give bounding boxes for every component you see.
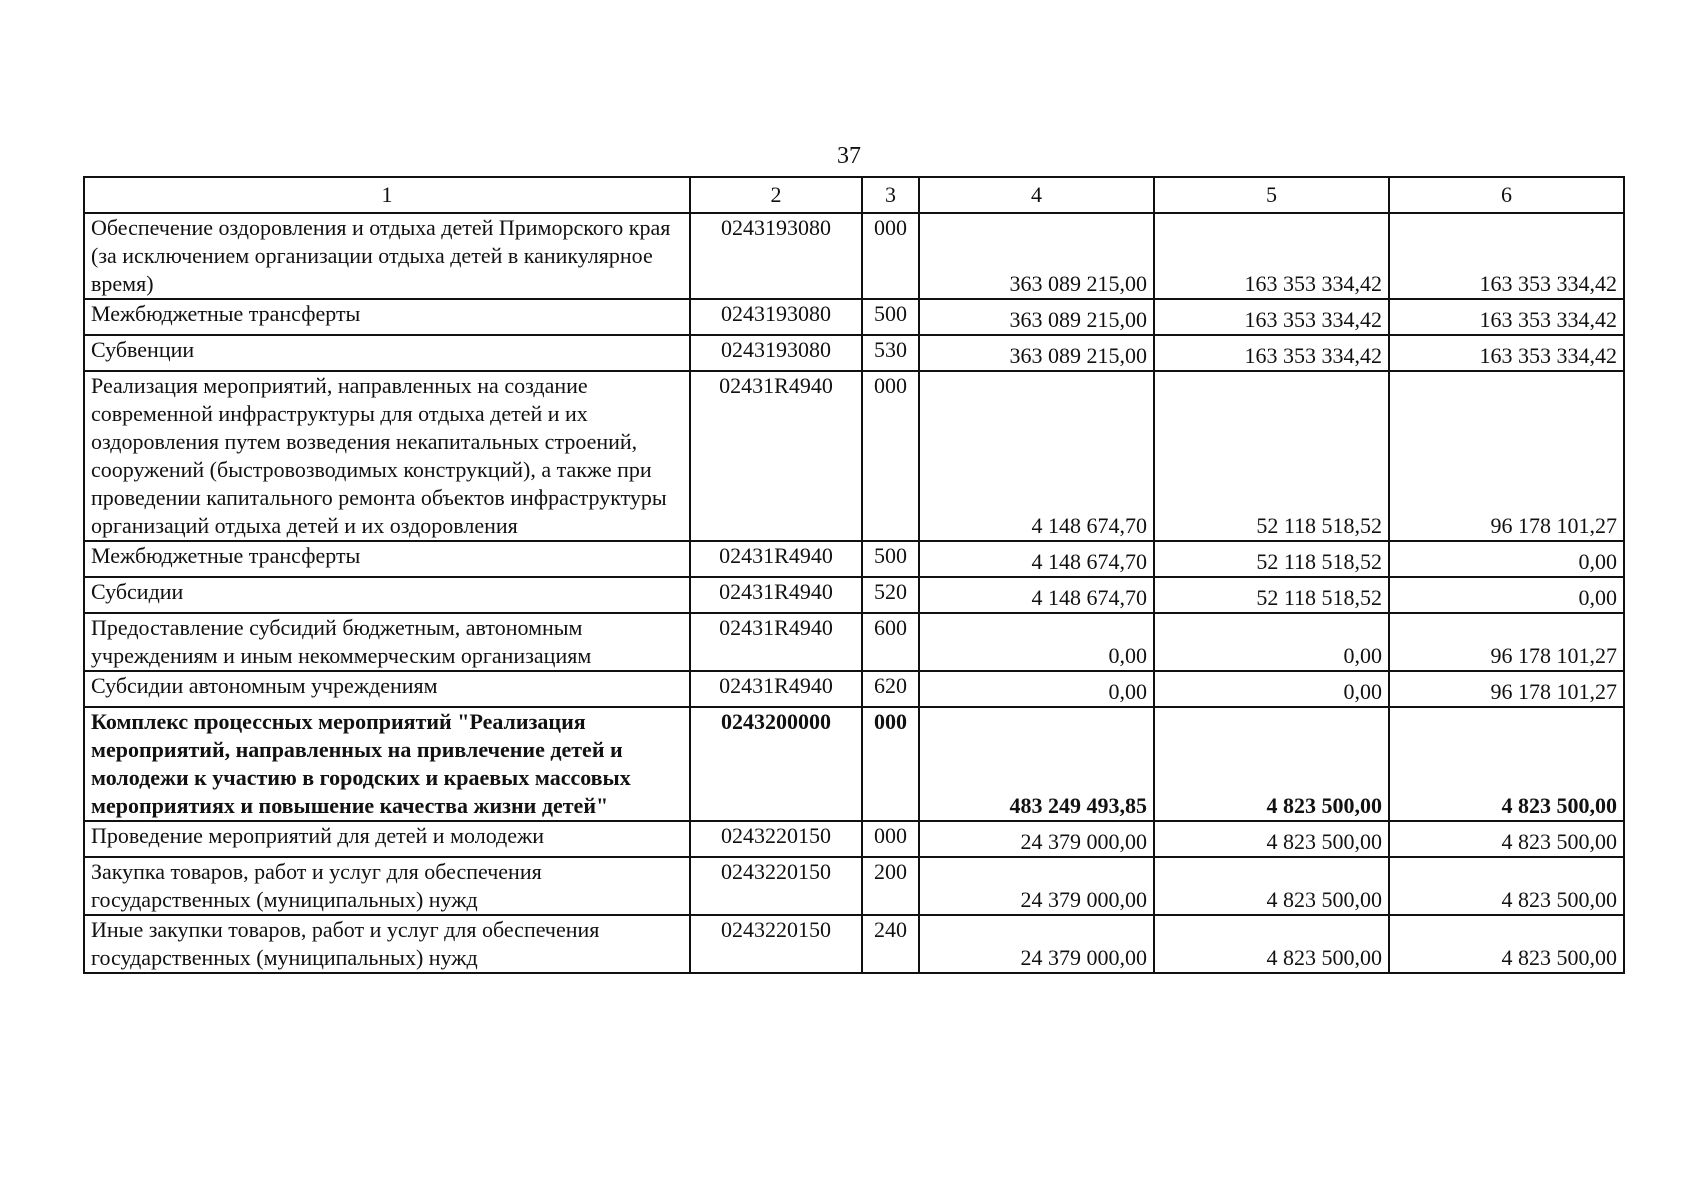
row-value-5-cell: 4 823 500,00 bbox=[1154, 857, 1389, 915]
row-name-cell: Субсидии автономным учреждениям bbox=[84, 671, 690, 707]
row-name-cell: Субсидии bbox=[84, 577, 690, 613]
row-type-cell: 600 bbox=[862, 613, 919, 671]
row-type-cell: 000 bbox=[862, 371, 919, 541]
row-value-5-cell: 0,00 bbox=[1154, 671, 1389, 707]
column-header: 5 bbox=[1154, 177, 1389, 213]
row-code-cell: 02431R4940 bbox=[690, 371, 862, 541]
row-value-6-cell: 0,00 bbox=[1389, 541, 1624, 577]
table-row bbox=[84, 371, 1624, 541]
table-row bbox=[84, 671, 1624, 707]
table-row bbox=[84, 335, 1624, 371]
row-name-cell: Межбюджетные трансферты bbox=[84, 299, 690, 335]
row-value-6-cell: 4 823 500,00 bbox=[1389, 857, 1624, 915]
row-code-cell: 02431R4940 bbox=[690, 577, 862, 613]
column-header: 2 bbox=[690, 177, 862, 213]
row-type-cell: 240 bbox=[862, 915, 919, 973]
row-name-cell: Обеспечение оздоровления и отдыха детей Приморского края (за исключением организации отдыха детей в каникулярное время) bbox=[84, 213, 690, 299]
table-row bbox=[84, 213, 1624, 299]
row-value-4-cell: 363 089 215,00 bbox=[919, 299, 1154, 335]
row-value-6-cell: 163 353 334,42 bbox=[1389, 335, 1624, 371]
column-header: 4 bbox=[919, 177, 1154, 213]
row-value-5-cell: 163 353 334,42 bbox=[1154, 299, 1389, 335]
row-value-4-cell: 4 148 674,70 bbox=[919, 371, 1154, 541]
row-name-cell: Субвенции bbox=[84, 335, 690, 371]
row-value-6-cell: 4 823 500,00 bbox=[1389, 915, 1624, 973]
row-value-5-cell: 52 118 518,52 bbox=[1154, 371, 1389, 541]
row-value-6-cell: 163 353 334,42 bbox=[1389, 299, 1624, 335]
column-header: 3 bbox=[862, 177, 919, 213]
row-value-4-cell: 24 379 000,00 bbox=[919, 821, 1154, 857]
table-row bbox=[84, 577, 1624, 613]
table-row bbox=[84, 541, 1624, 577]
table-body bbox=[84, 213, 1624, 973]
row-name-cell: Иные закупки товаров, работ и услуг для обеспечения государственных (муниципальных) нужд bbox=[84, 915, 690, 973]
row-value-6-cell: 96 178 101,27 bbox=[1389, 371, 1624, 541]
row-type-cell: 500 bbox=[862, 299, 919, 335]
row-code-cell: 0243193080 bbox=[690, 335, 862, 371]
row-name-cell: Предоставление субсидий бюджетным, автономным учреждениям и иным некоммерческим организациям bbox=[84, 613, 690, 671]
row-code-cell: 02431R4940 bbox=[690, 541, 862, 577]
row-type-cell: 000 bbox=[862, 213, 919, 299]
row-value-6-cell: 4 823 500,00 bbox=[1389, 707, 1624, 821]
row-name-cell: Реализация мероприятий, направленных на создание современной инфраструктуры для отдыха детей и их оздоровления путем возведения некапитальных строений, сооружений (быстровозводимых конструкций), а также при проведении капитального ремонта объектов инфраструктуры организаций отдыха детей и их оздоровления bbox=[84, 371, 690, 541]
row-code-cell: 0243200000 bbox=[690, 707, 862, 821]
row-code-cell: 02431R4940 bbox=[690, 671, 862, 707]
column-header: 1 bbox=[84, 177, 690, 213]
row-name-cell: Закупка товаров, работ и услуг для обеспечения государственных (муниципальных) нужд bbox=[84, 857, 690, 915]
row-value-5-cell: 52 118 518,52 bbox=[1154, 541, 1389, 577]
row-value-6-cell: 0,00 bbox=[1389, 577, 1624, 613]
table-row bbox=[84, 821, 1624, 857]
row-type-cell: 530 bbox=[862, 335, 919, 371]
row-value-4-cell: 24 379 000,00 bbox=[919, 857, 1154, 915]
row-value-6-cell: 96 178 101,27 bbox=[1389, 613, 1624, 671]
budget-table bbox=[83, 176, 1625, 974]
row-value-4-cell: 363 089 215,00 bbox=[919, 335, 1154, 371]
row-type-cell: 200 bbox=[862, 857, 919, 915]
row-type-cell: 500 bbox=[862, 541, 919, 577]
table-row bbox=[84, 915, 1624, 973]
row-value-4-cell: 4 148 674,70 bbox=[919, 541, 1154, 577]
row-value-6-cell: 4 823 500,00 bbox=[1389, 821, 1624, 857]
row-value-5-cell: 4 823 500,00 bbox=[1154, 821, 1389, 857]
row-type-cell: 520 bbox=[862, 577, 919, 613]
row-value-5-cell: 163 353 334,42 bbox=[1154, 213, 1389, 299]
row-value-4-cell: 0,00 bbox=[919, 613, 1154, 671]
row-code-cell: 02431R4940 bbox=[690, 613, 862, 671]
row-value-4-cell: 0,00 bbox=[919, 671, 1154, 707]
table-header-row bbox=[84, 177, 1624, 213]
row-value-5-cell: 4 823 500,00 bbox=[1154, 707, 1389, 821]
row-value-5-cell: 0,00 bbox=[1154, 613, 1389, 671]
column-header: 6 bbox=[1389, 177, 1624, 213]
table-row bbox=[84, 857, 1624, 915]
row-value-5-cell: 4 823 500,00 bbox=[1154, 915, 1389, 973]
row-value-4-cell: 483 249 493,85 bbox=[919, 707, 1154, 821]
page-number: 37 bbox=[837, 143, 861, 169]
row-type-cell: 620 bbox=[862, 671, 919, 707]
row-type-cell: 000 bbox=[862, 821, 919, 857]
table-row bbox=[84, 613, 1624, 671]
row-value-6-cell: 96 178 101,27 bbox=[1389, 671, 1624, 707]
row-value-4-cell: 4 148 674,70 bbox=[919, 577, 1154, 613]
row-code-cell: 0243220150 bbox=[690, 915, 862, 973]
row-value-5-cell: 163 353 334,42 bbox=[1154, 335, 1389, 371]
row-name-cell: Межбюджетные трансферты bbox=[84, 541, 690, 577]
row-type-cell: 000 bbox=[862, 707, 919, 821]
row-name-cell: Проведение мероприятий для детей и молодежи bbox=[84, 821, 690, 857]
row-code-cell: 0243193080 bbox=[690, 213, 862, 299]
row-value-5-cell: 52 118 518,52 bbox=[1154, 577, 1389, 613]
row-value-4-cell: 24 379 000,00 bbox=[919, 915, 1154, 973]
row-value-6-cell: 163 353 334,42 bbox=[1389, 213, 1624, 299]
row-value-4-cell: 363 089 215,00 bbox=[919, 213, 1154, 299]
table-row bbox=[84, 707, 1624, 821]
table-row bbox=[84, 299, 1624, 335]
row-code-cell: 0243220150 bbox=[690, 821, 862, 857]
row-code-cell: 0243193080 bbox=[690, 299, 862, 335]
row-code-cell: 0243220150 bbox=[690, 857, 862, 915]
row-name-cell: Комплекс процессных мероприятий "Реализация мероприятий, направленных на привлечение детей и молодежи к участию в городских и краевых массовых мероприятиях и повышение качества жизни детей" bbox=[84, 707, 690, 821]
